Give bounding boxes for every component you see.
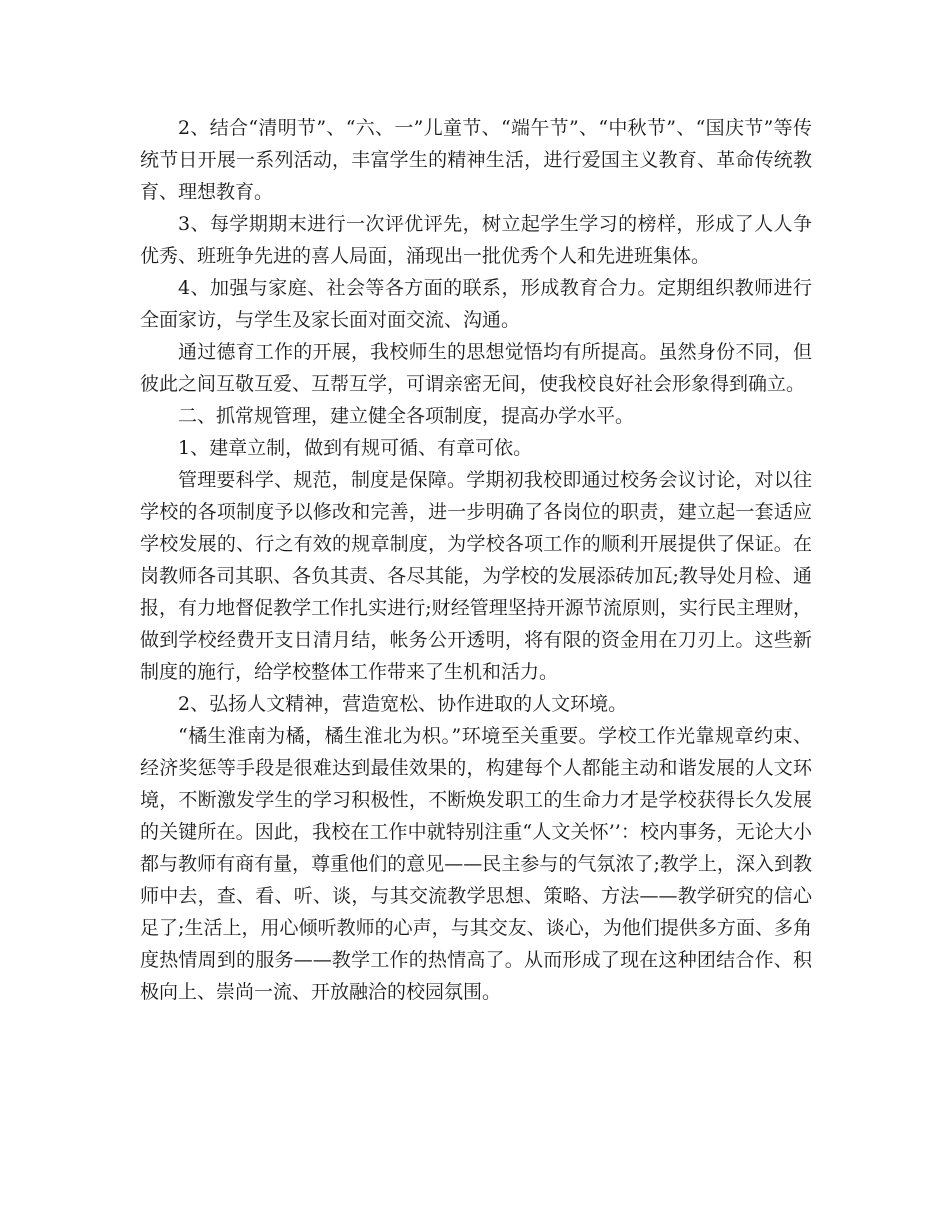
paragraph-term-awards: 3、每学期期末进行一次评优评先，树立起学生学习的榜样，形成了人人争优秀、班班争先进的喜人局面，涌现出一批优秀个人和先进班集体。 [140, 213, 812, 267]
paragraph-management-system: 管理要科学、规范，制度是保障。学期初我校即通过校务会议讨论，对以往学校的各项制度予以修改和完善，进一步明确了各岗位的职责，建立起一套适应学校发展的、行之有效的规章制度，为学校各项工作的顺利开展提供了保证。在岗教师各司其职、各负其责、各尽其能，为学校的发展添砖加瓦;教导处月检、通报，有力地督促教学工作扎实进行;财经管理坚持开源节流原则，实行民主理财，做到学校经费开支日清月结，帐务公开透明，将有限的资金用在刀刃上。这些新制度的施行，给学校整体工作带来了生机和活力。 [140, 469, 812, 683]
section-heading-routine-management: 二、抓常规管理，建立健全各项制度，提高办学水平。 [178, 405, 635, 427]
paragraph-moral-education-results: 通过德育工作的开展，我校师生的思想觉悟均有所提高。虽然身份不同，但彼此之间互敬互爱、互帮互学，可谓亲密无间，使我校良好社会形象得到确立。 [140, 341, 812, 395]
paragraph-humanistic-environment: “橘生淮南为橘，橘生淮北为枳。”环境至关重要。学校工作光靠规章约束、经济奖惩等手段是很难达到最佳效果的，构建每个人都能主动和谐发展的人文环境，不断激发学生的学习积极性，不断焕发职工的生命力才是学校获得长久发展的关键所在。因此，我校在工作中就特别注重“人文关怀’’：校内事务，无论大小都与教师有商有量，尊重他们的意见——民主参与的气氛浓了;教学上，深入到教师中去，查、看、听、谈，与其交流教学思想、策略、方法——教学研究的信心足了;生活上，用心倾听教师的心声，与其交友、谈心，为他们提供多方面、多角度热情周到的服务——教学工作的热情高了。从而形成了现在这种团结合作、积极向上、崇尚一流、开放融洽的校园氛围。 [140, 725, 812, 1003]
paragraph-festival-activities: 2、结合“清明节”、“六、一”儿童节、“端午节”、“中秋节”、“国庆节”等传统节日开展一系列活动，丰富学生的精神生活，进行爱国主义教育、革命传统教育、理想教育。 [140, 117, 812, 203]
subheading-rules-and-regulations: 1、建章立制，做到有规可循、有章可依。 [178, 437, 533, 459]
document-body [140, 112, 812, 1008]
paragraph-home-school-contact: 4、加强与家庭、社会等各方面的联系，形成教育合力。定期组织教师进行全面家访，与学生及家长面对面交流、沟通。 [140, 277, 812, 331]
subheading-humanistic-spirit: 2、弘扬人文精神，营造宽松、协作进取的人文环境。 [178, 693, 628, 715]
